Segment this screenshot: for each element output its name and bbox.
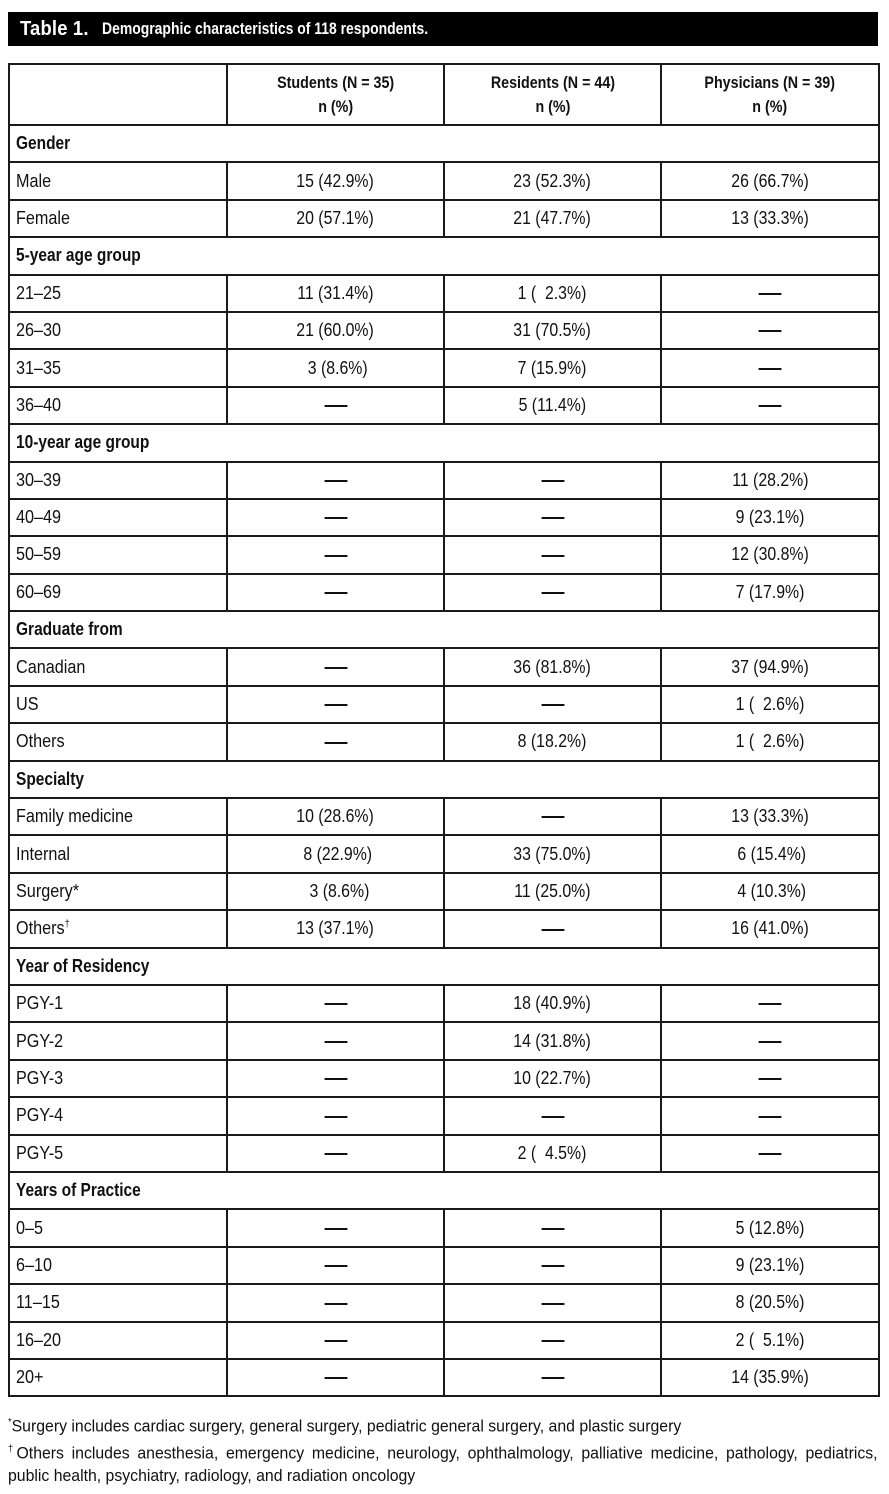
dash-empty-value — [541, 1377, 564, 1379]
table-row — [9, 275, 879, 312]
cell-residents — [444, 462, 661, 499]
dash-empty-value — [541, 1303, 564, 1305]
table-header-row — [9, 64, 879, 125]
cell-physicians — [661, 648, 879, 685]
cell-physicians — [661, 1359, 879, 1396]
cell-value: 13 (33.3%) — [731, 806, 809, 827]
cell-value: 6 (15.4%) — [733, 843, 807, 864]
cell-students — [227, 1209, 444, 1246]
row-label-text: 26–30 — [16, 320, 62, 341]
cell-value: 23 (52.3%) — [513, 170, 592, 191]
row-label — [9, 387, 227, 424]
dash-empty-value — [541, 929, 564, 931]
dash-empty-value — [759, 1116, 782, 1118]
footnote-mark: * — [8, 1417, 12, 1428]
cell-students — [227, 1097, 444, 1134]
cell-value: 18 (40.9%) — [513, 993, 592, 1014]
section-title — [9, 237, 879, 274]
dash-empty-value — [324, 1041, 347, 1043]
table-row — [9, 162, 879, 199]
dash-empty-value — [759, 293, 782, 295]
cell-value: 14 (31.8%) — [513, 1030, 592, 1051]
row-label — [9, 1322, 227, 1359]
section-title — [9, 611, 879, 648]
dash-empty-value — [541, 555, 564, 557]
table-row — [9, 648, 879, 685]
row-label-text: 0–5 — [16, 1217, 44, 1238]
section-title-text: Specialty — [16, 768, 84, 789]
row-label-text: 20+ — [16, 1367, 44, 1388]
dash-empty-value — [324, 1153, 347, 1155]
cell-physicians — [661, 349, 879, 386]
dash-empty-value — [324, 1303, 347, 1305]
cell-value: 11 (28.2%) — [731, 469, 809, 490]
row-label — [9, 536, 227, 573]
cell-physicians — [661, 499, 879, 536]
table-row — [9, 686, 879, 723]
table-row — [9, 574, 879, 611]
row-label — [9, 985, 227, 1022]
cell-physicians — [661, 723, 879, 760]
table-row — [9, 200, 879, 237]
table-row — [9, 1097, 879, 1134]
cell-residents — [444, 200, 661, 237]
cell-residents — [444, 387, 661, 424]
cell-residents — [444, 536, 661, 573]
section-title-text: Graduate from — [16, 619, 123, 640]
cell-students — [227, 873, 444, 910]
dash-empty-value — [759, 1041, 782, 1043]
cell-physicians — [661, 387, 879, 424]
cell-value: 15 (42.9%) — [296, 170, 375, 191]
section-title — [9, 948, 879, 985]
cell-students — [227, 686, 444, 723]
cell-students — [227, 798, 444, 835]
cell-students — [227, 574, 444, 611]
cell-value: 20 (57.1%) — [296, 207, 375, 228]
cell-residents — [444, 574, 661, 611]
footnote-others — [8, 1438, 878, 1488]
cell-students — [227, 162, 444, 199]
cell-value: 9 (23.1%) — [735, 1254, 805, 1275]
cell-students — [227, 200, 444, 237]
row-label-text: Canadian — [16, 656, 86, 677]
table-row — [9, 1060, 879, 1097]
cell-residents — [444, 1359, 661, 1396]
row-label — [9, 1209, 227, 1246]
dash-empty-value — [324, 555, 347, 557]
table-row — [9, 312, 879, 349]
cell-students — [227, 312, 444, 349]
table-row — [9, 985, 879, 1022]
cell-residents — [444, 349, 661, 386]
row-label — [9, 798, 227, 835]
cell-value: 21 (60.0%) — [296, 320, 375, 341]
dash-empty-value — [541, 1265, 564, 1267]
table-row — [9, 798, 879, 835]
section-title-text: Years of Practice — [16, 1180, 141, 1201]
row-label — [9, 312, 227, 349]
row-label-text: PGY-5 — [16, 1142, 64, 1163]
cell-value: 3 (8.6%) — [301, 881, 370, 901]
cell-residents — [444, 910, 661, 947]
cell-value: 37 (94.9%) — [731, 656, 809, 677]
dash-empty-value — [324, 1116, 347, 1118]
cell-value: 5 (12.8%) — [735, 1217, 805, 1238]
dash-empty-value — [759, 1153, 782, 1155]
section-title — [9, 761, 879, 798]
cell-physicians — [661, 312, 879, 349]
section-header-row — [9, 424, 879, 461]
table-row — [9, 1284, 879, 1321]
row-label — [9, 1022, 227, 1059]
table-caption: Demographic characteristics of 118 respondents. — [101, 19, 428, 38]
header-cell-residents — [444, 64, 661, 125]
row-label-text: Male — [16, 170, 52, 191]
row-label-text: PGY-4 — [16, 1105, 64, 1126]
cell-residents — [444, 275, 661, 312]
header-residents-unit: n (%) — [535, 96, 570, 116]
row-label — [9, 723, 227, 760]
dash-empty-value — [324, 592, 347, 594]
section-header-row — [9, 1172, 879, 1209]
row-label-text: Female — [16, 207, 71, 228]
section-header-row — [9, 237, 879, 274]
row-label-text: 6–10 — [16, 1254, 53, 1275]
cell-students — [227, 1284, 444, 1321]
cell-residents — [444, 1322, 661, 1359]
cell-physicians — [661, 574, 879, 611]
cell-value: 11 (25.0%) — [514, 881, 591, 901]
section-title-text: 10-year age group — [16, 432, 150, 453]
cell-students — [227, 499, 444, 536]
table-row — [9, 387, 879, 424]
cell-physicians — [661, 1060, 879, 1097]
row-label — [9, 1359, 227, 1396]
table-row — [9, 462, 879, 499]
cell-physicians — [661, 1022, 879, 1059]
section-title — [9, 1172, 879, 1209]
cell-physicians — [661, 1135, 879, 1172]
cell-physicians — [661, 910, 879, 947]
header-residents-title: Residents (N = 44) — [490, 72, 615, 92]
dash-empty-value — [541, 1116, 564, 1118]
cell-residents — [444, 798, 661, 835]
cell-residents — [444, 1022, 661, 1059]
section-header-row — [9, 125, 879, 162]
table-row — [9, 910, 879, 947]
row-label — [9, 162, 227, 199]
dash-empty-value — [324, 1078, 347, 1080]
row-label-text: Family medicine — [16, 806, 134, 827]
cell-value: 7 (17.9%) — [735, 581, 805, 602]
row-label — [9, 349, 227, 386]
row-label — [9, 873, 227, 910]
cell-residents — [444, 723, 661, 760]
table-title-bar — [8, 12, 878, 46]
dash-empty-value — [324, 480, 347, 482]
table-row — [9, 1322, 879, 1359]
section-title-text: 5-year age group — [16, 245, 141, 266]
row-label-text: Surgery* — [16, 881, 80, 901]
section-title — [9, 424, 879, 461]
dash-empty-value — [324, 1003, 347, 1005]
row-label — [9, 910, 227, 947]
cell-value: 12 (30.8%) — [731, 544, 809, 565]
row-label-text: US — [16, 694, 39, 715]
row-label-text: PGY-2 — [16, 1030, 64, 1051]
section-title-text: Gender — [16, 133, 71, 154]
dash-empty-value — [324, 405, 347, 407]
footnote-surgery — [8, 1411, 819, 1438]
header-cell-label — [9, 64, 227, 125]
cell-residents — [444, 1247, 661, 1284]
cell-value: 3 (8.6%) — [303, 357, 368, 378]
table-row — [9, 499, 879, 536]
dash-empty-value — [324, 704, 347, 706]
cell-residents — [444, 499, 661, 536]
cell-students — [227, 1359, 444, 1396]
cell-physicians — [661, 275, 879, 312]
row-label — [9, 275, 227, 312]
table-row — [9, 1209, 879, 1246]
cell-physicians — [661, 536, 879, 573]
cell-value: 2 ( 5.1%) — [735, 1329, 805, 1350]
cell-students — [227, 835, 444, 872]
cell-physicians — [661, 200, 879, 237]
dash-empty-value — [324, 1265, 347, 1267]
footnote-mark: † — [8, 1443, 17, 1455]
row-label-text: Others — [16, 918, 65, 939]
table-row — [9, 835, 879, 872]
dash-empty-value — [541, 1228, 564, 1230]
dash-empty-value — [324, 1228, 347, 1230]
cell-value: 16 (41.0%) — [731, 918, 809, 939]
cell-physicians — [661, 1097, 879, 1134]
cell-physicians — [661, 835, 879, 872]
cell-value: 33 (75.0%) — [513, 843, 592, 864]
cell-students — [227, 985, 444, 1022]
cell-value: 10 (28.6%) — [296, 806, 375, 827]
row-label-text: 11–15 — [16, 1292, 60, 1313]
row-label — [9, 1097, 227, 1134]
cell-value: 8 (18.2%) — [518, 731, 587, 752]
cell-students — [227, 387, 444, 424]
header-cell-students — [227, 64, 444, 125]
row-label — [9, 835, 227, 872]
cell-value: 11 (31.4%) — [297, 282, 374, 303]
row-label-text: 31–35 — [16, 357, 62, 378]
cell-residents — [444, 648, 661, 685]
dash-empty-value — [759, 405, 782, 407]
dash-empty-value — [541, 816, 564, 818]
table-row — [9, 1135, 879, 1172]
cell-value: 14 (35.9%) — [731, 1367, 809, 1388]
cell-residents — [444, 1209, 661, 1246]
header-students-title: Students (N = 35) — [276, 72, 395, 92]
row-label — [9, 200, 227, 237]
cell-residents — [444, 985, 661, 1022]
cell-value: 4 (10.3%) — [733, 881, 807, 901]
dash-empty-value — [324, 1377, 347, 1379]
table-row — [9, 723, 879, 760]
cell-students — [227, 910, 444, 947]
cell-value: 5 (11.4%) — [518, 394, 587, 415]
table-number: Table 1. — [20, 17, 89, 40]
row-label-text: Internal — [16, 843, 71, 864]
footnote-text: Others includes anesthesia, emergency medicine, neurology, ophthalmology, palliative medicine, pathology, pediatrics, public health, psychiatry, radiology, and radiation oncology — [8, 1443, 878, 1486]
row-label-text: 40–49 — [16, 507, 62, 528]
row-label — [9, 499, 227, 536]
footnote-text: Surgery includes cardiac surgery, general surgery, pediatric general surgery, and plastic surgery — [11, 1416, 682, 1436]
row-label-text: 21–25 — [16, 282, 62, 303]
cell-residents — [444, 1060, 661, 1097]
cell-physicians — [661, 1209, 879, 1246]
row-label — [9, 462, 227, 499]
dash-empty-value — [541, 517, 564, 519]
cell-value: 7 (15.9%) — [518, 357, 587, 378]
dash-empty-value — [541, 480, 564, 482]
row-label — [9, 1060, 227, 1097]
section-header-row — [9, 761, 879, 798]
demographics-table — [8, 63, 880, 1397]
cell-students — [227, 1135, 444, 1172]
table-body — [9, 125, 879, 1396]
cell-residents — [444, 686, 661, 723]
cell-residents — [444, 1284, 661, 1321]
table-row — [9, 536, 879, 573]
row-label — [9, 686, 227, 723]
cell-residents — [444, 835, 661, 872]
cell-students — [227, 648, 444, 685]
dash-empty-value — [759, 368, 782, 370]
cell-students — [227, 349, 444, 386]
cell-physicians — [661, 462, 879, 499]
cell-students — [227, 1060, 444, 1097]
cell-value: 10 (22.7%) — [513, 1067, 592, 1088]
cell-residents — [444, 873, 661, 910]
dash-empty-value — [541, 592, 564, 594]
cell-value: 26 (66.7%) — [731, 170, 809, 191]
cell-value: 1 ( 2.6%) — [735, 731, 805, 752]
header-physicians-unit: n (%) — [752, 96, 788, 116]
cell-value: 13 (37.1%) — [296, 918, 375, 939]
dash-empty-value — [324, 742, 347, 744]
cell-students — [227, 462, 444, 499]
cell-value: 8 (22.9%) — [298, 843, 373, 864]
row-label-text: 30–39 — [16, 469, 62, 490]
dash-empty-value — [759, 1078, 782, 1080]
cell-physicians — [661, 686, 879, 723]
dash-empty-value — [759, 330, 782, 332]
cell-physicians — [661, 1247, 879, 1284]
cell-students — [227, 536, 444, 573]
footnote-mark: † — [64, 919, 70, 931]
row-label — [9, 1247, 227, 1284]
cell-students — [227, 275, 444, 312]
cell-residents — [444, 312, 661, 349]
dash-empty-value — [324, 1340, 347, 1342]
cell-physicians — [661, 1284, 879, 1321]
dash-empty-value — [541, 1340, 564, 1342]
header-students-unit: n (%) — [318, 96, 353, 116]
section-title — [9, 125, 879, 162]
cell-physicians — [661, 162, 879, 199]
dash-empty-value — [759, 1003, 782, 1005]
row-label — [9, 648, 227, 685]
row-label-text: 60–69 — [16, 581, 62, 602]
table-row — [9, 1022, 879, 1059]
cell-value: 9 (23.1%) — [735, 507, 805, 528]
row-label — [9, 574, 227, 611]
dash-empty-value — [324, 517, 347, 519]
cell-residents — [444, 162, 661, 199]
dash-empty-value — [541, 704, 564, 706]
cell-students — [227, 1022, 444, 1059]
table-row — [9, 873, 879, 910]
table-row — [9, 1359, 879, 1396]
row-label-text: 16–20 — [16, 1329, 62, 1350]
cell-physicians — [661, 798, 879, 835]
cell-value: 1 ( 2.3%) — [518, 282, 587, 303]
row-label — [9, 1135, 227, 1172]
header-cell-physicians — [661, 64, 879, 125]
cell-physicians — [661, 1322, 879, 1359]
cell-students — [227, 1322, 444, 1359]
row-label-text: Others — [16, 731, 65, 752]
table-row — [9, 349, 879, 386]
cell-value: 13 (33.3%) — [731, 207, 809, 228]
section-header-row — [9, 948, 879, 985]
cell-residents — [444, 1135, 661, 1172]
row-label — [9, 1284, 227, 1321]
row-label-text: PGY-1 — [16, 993, 64, 1014]
table-row — [9, 1247, 879, 1284]
row-label-text: 50–59 — [16, 544, 62, 565]
cell-physicians — [661, 985, 879, 1022]
header-physicians-title: Physicians (N = 39) — [704, 72, 836, 92]
cell-value: 2 ( 4.5%) — [518, 1142, 587, 1163]
section-header-row — [9, 611, 879, 648]
cell-value: 1 ( 2.6%) — [735, 694, 805, 715]
cell-students — [227, 1247, 444, 1284]
cell-value: 8 (20.5%) — [735, 1292, 805, 1313]
section-title-text: Year of Residency — [16, 955, 150, 976]
cell-students — [227, 723, 444, 760]
cell-physicians — [661, 873, 879, 910]
cell-residents — [444, 1097, 661, 1134]
row-label-text: PGY-3 — [16, 1067, 64, 1088]
row-label-text: 36–40 — [16, 394, 62, 415]
dash-empty-value — [324, 667, 347, 669]
cell-value: 21 (47.7%) — [513, 207, 592, 228]
cell-value: 31 (70.5%) — [513, 320, 592, 341]
cell-value: 36 (81.8%) — [513, 656, 592, 677]
footnotes — [8, 1411, 880, 1487]
